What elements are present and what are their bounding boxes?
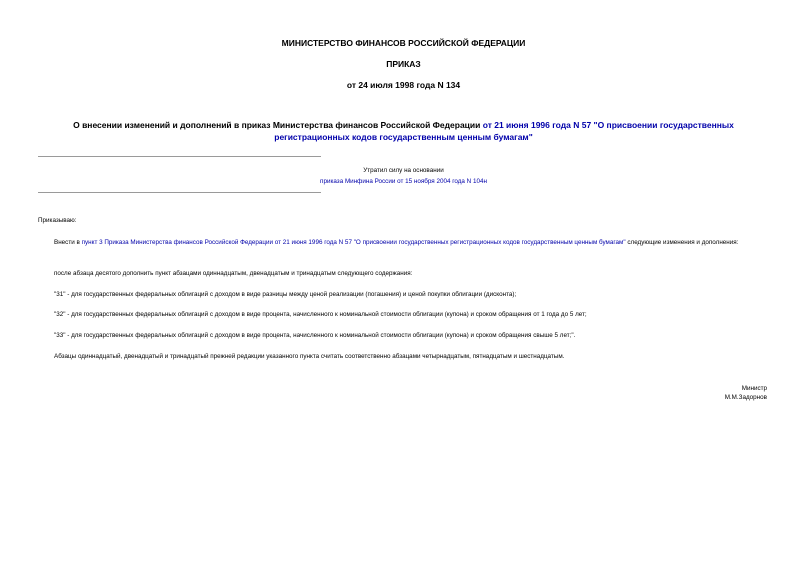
- document-type: ПРИКАЗ: [386, 59, 421, 69]
- title-text: О внесении изменений и дополнений в приказ Министерства финансов Российской Федерации: [73, 120, 483, 130]
- order-word: Приказываю:: [38, 217, 77, 224]
- status-note-link[interactable]: приказа Минфина России от 15 ноября 2004 года N 104н: [320, 178, 487, 185]
- p1-prefix: Внести в: [54, 239, 82, 246]
- document-date-number: от 24 июля 1998 года N 134: [346, 80, 461, 90]
- divider-top: [38, 156, 321, 157]
- paragraph-4: "32" - для государственных федеральных облигаций с доходом в виде процента, начисленного к номинальной стоимости облигации (купона) и сроком обращения от 1 года до 5 лет;: [54, 311, 587, 318]
- status-note-line: Утратил силу на основании: [363, 167, 444, 174]
- paragraph-6: Абзацы одиннадцатый, двенадцатый и тринадцатый прежней редакции указанного пункта считать соответственно абзацами четырнадцатым, пятнадцатым и шестнадцатым.: [54, 353, 565, 360]
- paragraph-1: [38, 238, 768, 247]
- title-link[interactable]: от 21 июня 1996 года N 57 "О присвоении государственных регистрационных кодов государственным ценным бумагам": [274, 120, 734, 142]
- ministry-heading: МИНИСТЕРСТВО ФИНАНСОВ РОССИЙСКОЙ ФЕДЕРАЦИИ: [281, 38, 526, 48]
- paragraph-2: после абзаца десятого дополнить пункт абзацами одиннадцатым, двенадцатым и тринадцатым следующего содержания:: [54, 270, 413, 277]
- signer-name: М.М.Задорнов: [724, 394, 767, 401]
- p1-suffix: следующие изменения и дополнения:: [625, 239, 739, 246]
- paragraph-3: "31" - для государственных федеральных облигаций с доходом в виде разницы между ценой реализации (погашения) и ценой покупки облигации (дисконта);: [54, 291, 517, 298]
- divider-bottom: [38, 192, 321, 193]
- paragraph-5: "33" - для государственных федеральных облигаций с доходом в виде процента, начисленного к номинальной стоимости облигации (купона) и сроком обращения свыше 5 лет;".: [54, 332, 576, 339]
- signer-position: Министр: [741, 385, 767, 392]
- document-title: [40, 119, 767, 143]
- p1-link[interactable]: пункт 3 Приказа Министерства финансов Российской Федерации от 21 июня 1996 года N 57 "О присвоении государственных регистрационных кодов государственным ценным бумагам": [81, 239, 626, 246]
- signature-block: [725, 384, 767, 402]
